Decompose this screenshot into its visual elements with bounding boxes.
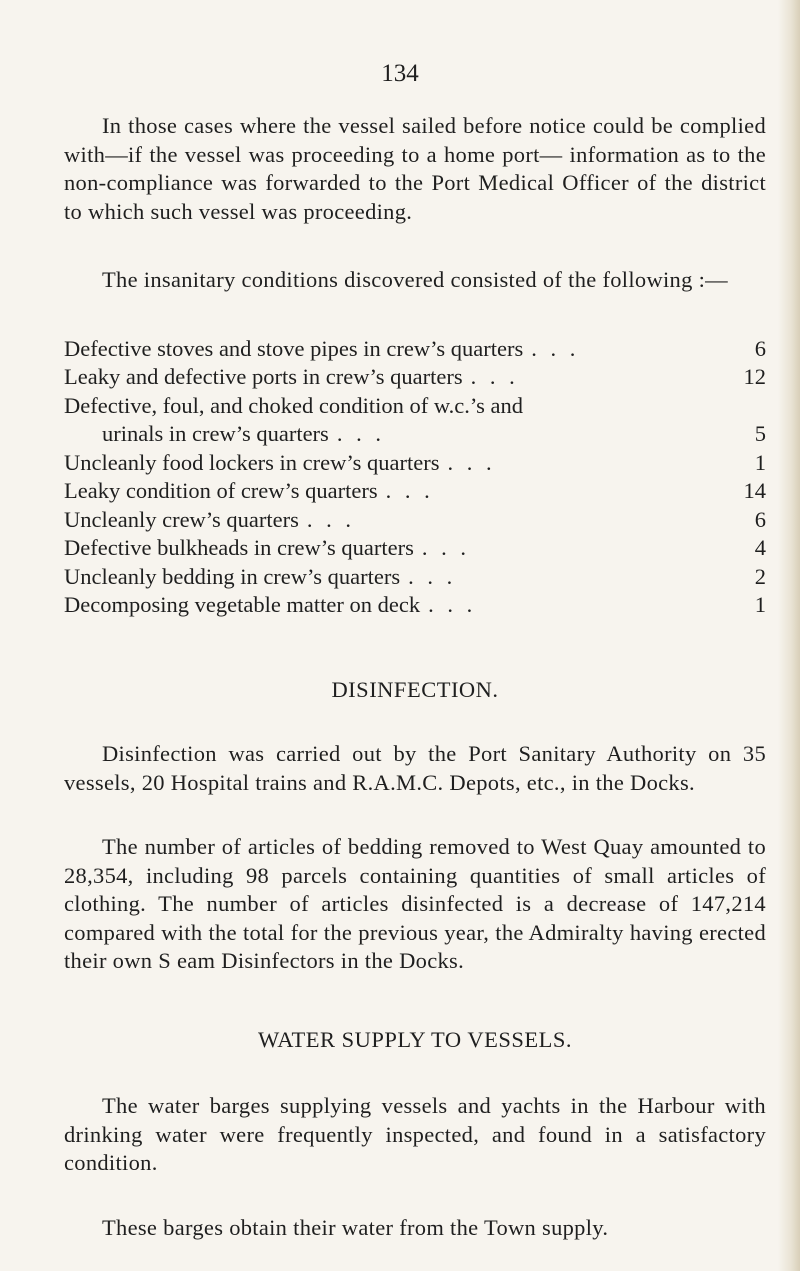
list-item xyxy=(64,335,766,364)
leader-dots: . . . xyxy=(306,506,356,532)
condition-label: Defective stoves and stove pipes in crew’s quarters xyxy=(64,335,524,361)
paragraph-water-barges: The water barges supplying vessels and yachts in the Harbour with drinking water were frequently inspected, and found in a satisfactory condition. xyxy=(64,1093,766,1175)
paragraph-bedding: The number of articles of bedding removed to West Quay amounted to 28,354, including 98 parcels containing quantities of small articles of clothing. The number of articles disinfected is a decrease of 147,214 compared with the total for the previous year, the Admiralty having erected their own S eam Disinfectors in the Docks. xyxy=(64,834,766,973)
paragraph-water-source: These barges obtain their water from the Town supply. xyxy=(102,1214,609,1240)
condition-count: 1 xyxy=(754,449,766,475)
condition-label: Uncleanly crew’s quarters xyxy=(64,506,299,532)
condition-label: Leaky and defective ports in crew’s quarters xyxy=(64,364,463,389)
list-item xyxy=(64,591,766,620)
condition-label: Leaky condition of crew’s quarters xyxy=(64,478,378,503)
condition-count: 5 xyxy=(754,421,766,446)
paragraph-notice: In those cases where the vessel sailed before notice could be complied with—if the vessel was proceeding to a home port— information as to the non-compliance was forwarded to the Port Medical Officer of the district to which such vessel was proceeding. xyxy=(64,113,766,224)
page-content xyxy=(64,112,766,1242)
condition-count: 6 xyxy=(754,335,766,361)
section-heading-disinfection: DISINFECTION. xyxy=(331,676,499,702)
leader-dots: . . . xyxy=(428,592,477,617)
condition-count: 14 xyxy=(743,478,766,503)
list-item xyxy=(64,363,766,392)
list-item xyxy=(64,449,766,478)
leader-dots: . . . xyxy=(447,449,496,475)
paragraph-disinfection: Disinfection was carried out by the Port Sanitary Authority on 35 vessels, 20 Hospital trains and R.A.M.C. Depots, etc., in the Docks. xyxy=(64,741,766,795)
list-item xyxy=(64,563,766,592)
paragraph-insanitary-intro: The insanitary conditions discovered consisted of the following :— xyxy=(102,267,728,292)
scan-edge xyxy=(778,0,800,1271)
section-heading-water-supply: WATER SUPPLY TO VESSELS. xyxy=(258,1026,572,1052)
leader-dots: . . . xyxy=(408,563,457,589)
list-item xyxy=(64,506,766,535)
condition-label: Defective, foul, and choked condition of w.c.’s and xyxy=(64,392,524,418)
condition-count: 2 xyxy=(754,563,766,589)
leader-dots: . . . xyxy=(470,364,519,389)
condition-label: Uncleanly bedding in crew’s quarters xyxy=(64,563,401,589)
condition-label: Defective bulkheads in crew’s quarters xyxy=(64,535,414,560)
insanitary-conditions-list xyxy=(64,335,766,620)
condition-count: 4 xyxy=(754,535,766,560)
list-item xyxy=(64,477,766,506)
page-number: 134 xyxy=(381,60,419,87)
list-item xyxy=(64,392,766,421)
condition-label-continued: urinals in crew’s quarters xyxy=(102,421,329,446)
condition-label: Decomposing vegetable matter on deck xyxy=(64,592,421,617)
leader-dots: . . . xyxy=(421,535,470,560)
leader-dots: . . . xyxy=(531,335,580,361)
leader-dots: . . . xyxy=(336,421,385,446)
condition-count: 12 xyxy=(743,364,766,389)
condition-count: 6 xyxy=(754,506,766,532)
condition-label: Uncleanly food lockers in crew’s quarters xyxy=(64,449,440,475)
list-item-continuation xyxy=(64,420,766,449)
leader-dots: . . . xyxy=(385,478,434,503)
list-item xyxy=(64,534,766,563)
condition-count: 1 xyxy=(754,592,766,617)
